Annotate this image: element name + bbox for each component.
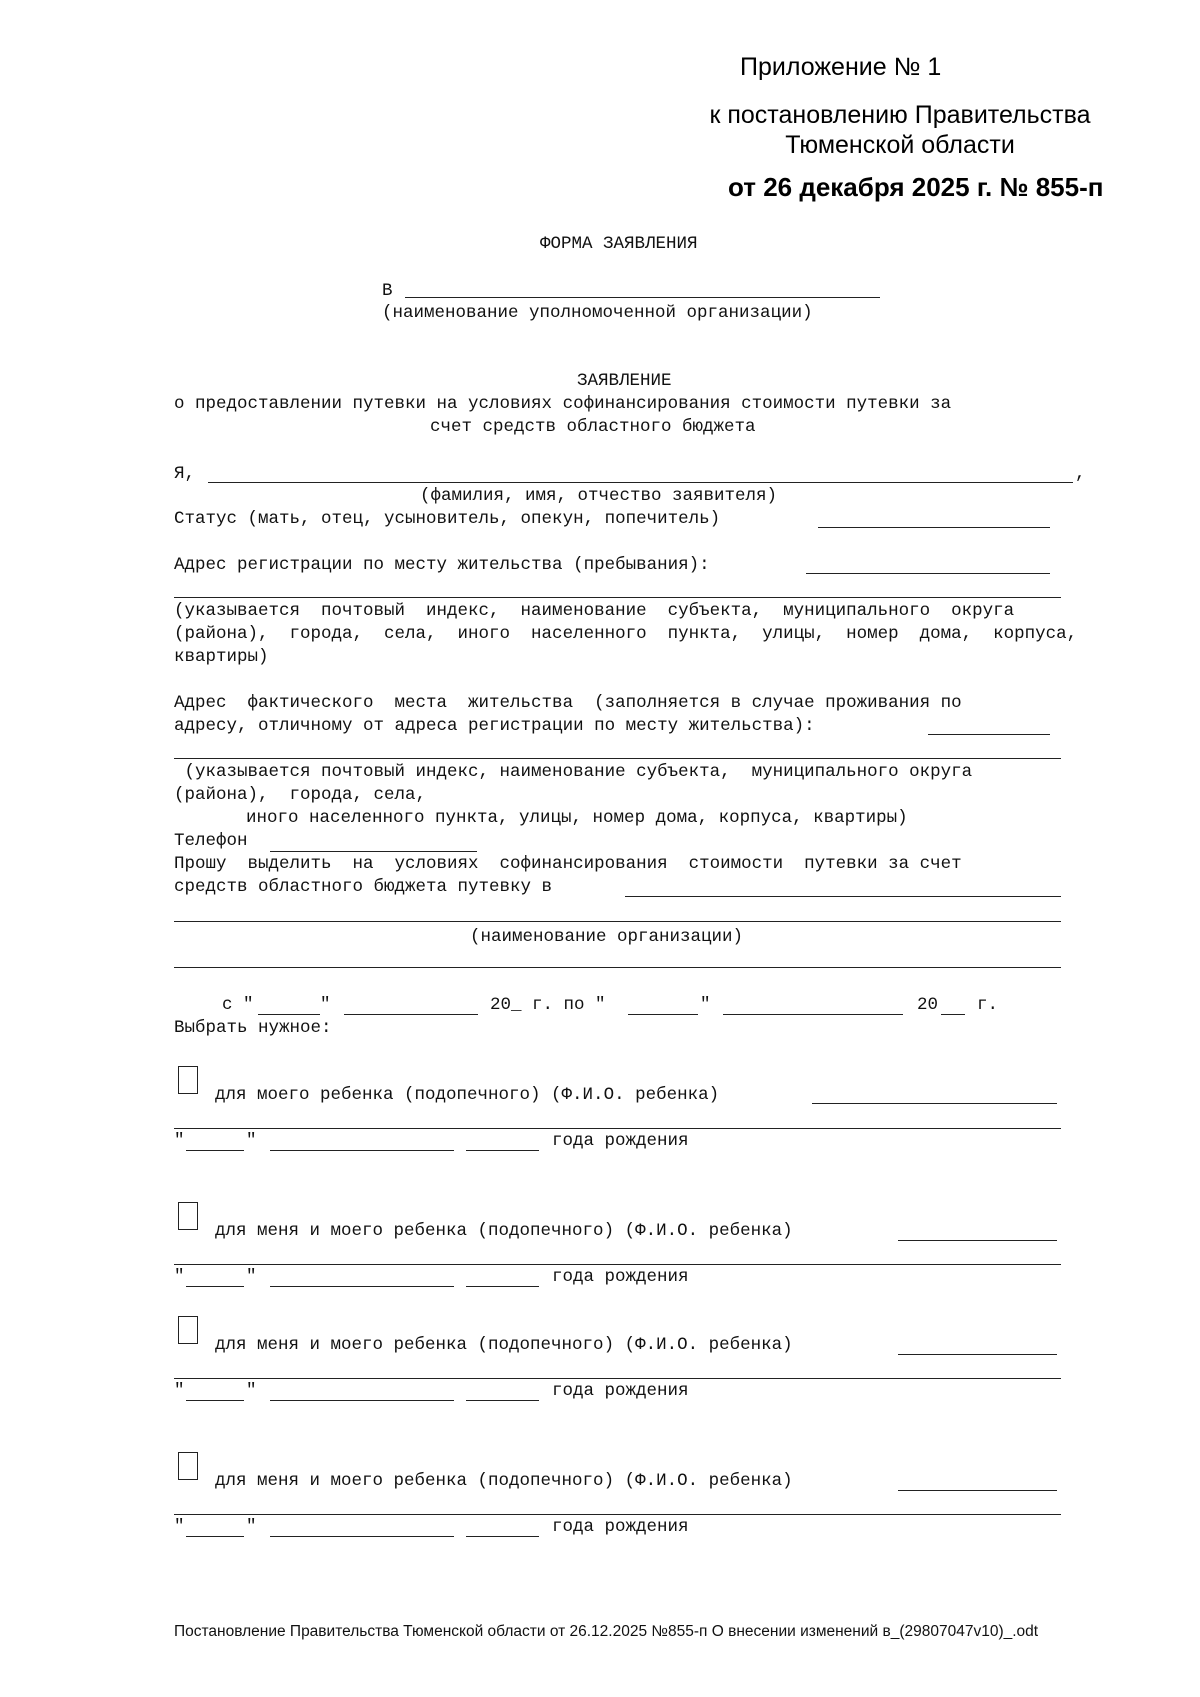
status-field[interactable] <box>818 527 1050 528</box>
request-org-field-3[interactable] <box>174 967 1061 968</box>
option-3-quote-1: " <box>174 1381 185 1401</box>
option-1-month-field[interactable] <box>270 1150 454 1151</box>
request-org-field-2[interactable] <box>174 921 1061 922</box>
period-from-day-field[interactable] <box>258 1014 320 1015</box>
option-3-day-field[interactable] <box>186 1400 244 1401</box>
option-4-quote-1: " <box>174 1517 185 1537</box>
request-org-caption: (наименование организации) <box>470 927 744 947</box>
option-1-child-name-field[interactable] <box>812 1103 1057 1104</box>
option-4-day-field[interactable] <box>186 1536 244 1537</box>
option-4-birth-label: года рождения <box>552 1517 689 1537</box>
period-quote-1: " <box>320 995 331 1015</box>
statement-subtitle-1: о предоставлении путевки на условиях софинансирования стоимости путевки за <box>174 394 952 414</box>
option-2-day-field[interactable] <box>186 1286 244 1287</box>
option-3-child-name-field-2[interactable] <box>174 1378 1061 1379</box>
actual-address-field-2[interactable] <box>174 758 1061 759</box>
period-quote-2: " <box>700 995 711 1015</box>
option-4-child-name-field[interactable] <box>898 1490 1057 1491</box>
option-2-child-name-field-2[interactable] <box>174 1264 1061 1265</box>
applicant-comma: , <box>1075 464 1086 484</box>
statement-subtitle-2: счет средств областного бюджета <box>430 417 756 437</box>
applicant-caption: (фамилия, имя, отчество заявителя) <box>420 486 778 506</box>
option-2-quote-2: " <box>246 1267 257 1287</box>
option-2-checkbox[interactable] <box>178 1202 198 1230</box>
option-3-checkbox[interactable] <box>178 1316 198 1344</box>
option-4-child-name-field-2[interactable] <box>174 1514 1061 1515</box>
to-org-caption: (наименование уполномоченной организации) <box>382 303 813 323</box>
period-from-month-field[interactable] <box>344 1014 478 1015</box>
reg-address-field-2[interactable] <box>174 597 1061 598</box>
period-from: с " <box>222 995 254 1015</box>
option-4-year-field[interactable] <box>466 1536 539 1537</box>
option-2-year-field[interactable] <box>466 1286 539 1287</box>
option-1-quote-1: " <box>174 1131 185 1151</box>
option-3-quote-2: " <box>246 1381 257 1401</box>
phone-field[interactable] <box>270 851 477 852</box>
applicant-name-field[interactable] <box>208 482 1073 483</box>
reg-address-field[interactable] <box>806 573 1050 574</box>
option-1-quote-2: " <box>246 1131 257 1151</box>
option-1-birth-label: года рождения <box>552 1131 689 1151</box>
period-year-2: 20 <box>917 995 939 1015</box>
option-1-label: для моего ребенка (подопечного) (Ф.И.О. ребенка) <box>215 1085 720 1105</box>
option-2-quote-1: " <box>174 1267 185 1287</box>
request-line-2: средств областного бюджета путевку в <box>174 877 553 897</box>
option-2-child-name-field[interactable] <box>898 1240 1057 1241</box>
option-4-quote-2: " <box>246 1517 257 1537</box>
statement-title: ЗАЯВЛЕНИЕ <box>577 371 672 391</box>
phone-label: Телефон <box>174 831 248 851</box>
option-3-child-name-field[interactable] <box>898 1354 1057 1355</box>
period-to-year-field[interactable] <box>941 1014 965 1015</box>
period-to-day-field[interactable] <box>628 1014 698 1015</box>
option-3-label: для меня и моего ребенка (подопечного) (Ф.И.О. ребенка) <box>215 1335 793 1355</box>
actual-address-hint-3: иного населенного пункта, улицы, номер дома, корпуса, квартиры) <box>246 808 908 828</box>
actual-address-hint-1: (указывается почтовый индекс, наименование субъекта, муниципального округа <box>174 762 973 782</box>
resolution-line-2: Тюменской области <box>785 131 1015 159</box>
period-year-to: 20_ г. по " <box>490 995 606 1015</box>
option-2-month-field[interactable] <box>270 1286 454 1287</box>
option-1-child-name-field-2[interactable] <box>174 1128 1061 1129</box>
option-3-birth-label: года рождения <box>552 1381 689 1401</box>
actual-address-hint-2: (района), города, села, <box>174 785 427 805</box>
option-3-year-field[interactable] <box>466 1400 539 1401</box>
option-4-label: для меня и моего ребенка (подопечного) (Ф.И.О. ребенка) <box>215 1471 793 1491</box>
option-4-month-field[interactable] <box>270 1536 454 1537</box>
to-org-field[interactable] <box>405 297 880 298</box>
actual-address-label-1: Адрес фактического места жительства (заполняется в случае проживания по <box>174 693 962 713</box>
reg-address-hint-2: (района), города, села, иного населенного пункта, улицы, номер дома, корпуса, <box>174 624 1078 644</box>
resolution-date-number: от 26 декабря 2025 г. № 855-п <box>728 172 1104 202</box>
form-title: ФОРМА ЗАЯВЛЕНИЯ <box>540 234 698 254</box>
option-4-checkbox[interactable] <box>178 1452 198 1480</box>
actual-address-label-2: адресу, отличному от адреса регистрации по месту жительства): <box>174 716 815 736</box>
request-line-1: Прошу выделить на условиях софинансирования стоимости путевки за счет <box>174 854 962 874</box>
applicant-prefix: Я, <box>174 464 196 484</box>
document-footer: Постановление Правительства Тюменской области от 26.12.2025 №855-п О внесении изменений в_(29807047v10)_.odt <box>174 1623 1039 1640</box>
period-to-month-field[interactable] <box>723 1014 903 1015</box>
choose-label: Выбрать нужное: <box>174 1018 332 1038</box>
request-org-field[interactable] <box>625 896 1061 897</box>
appendix-number: Приложение № 1 <box>740 53 942 81</box>
status-label: Статус (мать, отец, усыновитель, опекун, попечитель) <box>174 509 721 529</box>
reg-address-hint-3: квартиры) <box>174 647 269 667</box>
actual-address-field[interactable] <box>928 734 1050 735</box>
resolution-line-1: к постановлению Правительства <box>709 101 1091 129</box>
option-1-checkbox[interactable] <box>178 1066 198 1094</box>
reg-address-label: Адрес регистрации по месту жительства (пребывания): <box>174 555 710 575</box>
period-g: г. <box>977 995 999 1015</box>
to-org-prefix: В <box>382 281 393 301</box>
option-1-day-field[interactable] <box>186 1150 244 1151</box>
option-1-year-field[interactable] <box>466 1150 539 1151</box>
option-2-birth-label: года рождения <box>552 1267 689 1287</box>
option-3-month-field[interactable] <box>270 1400 454 1401</box>
option-2-label: для меня и моего ребенка (подопечного) (Ф.И.О. ребенка) <box>215 1221 793 1241</box>
reg-address-hint-1: (указывается почтовый индекс, наименование субъекта, муниципального округа <box>174 601 1015 621</box>
